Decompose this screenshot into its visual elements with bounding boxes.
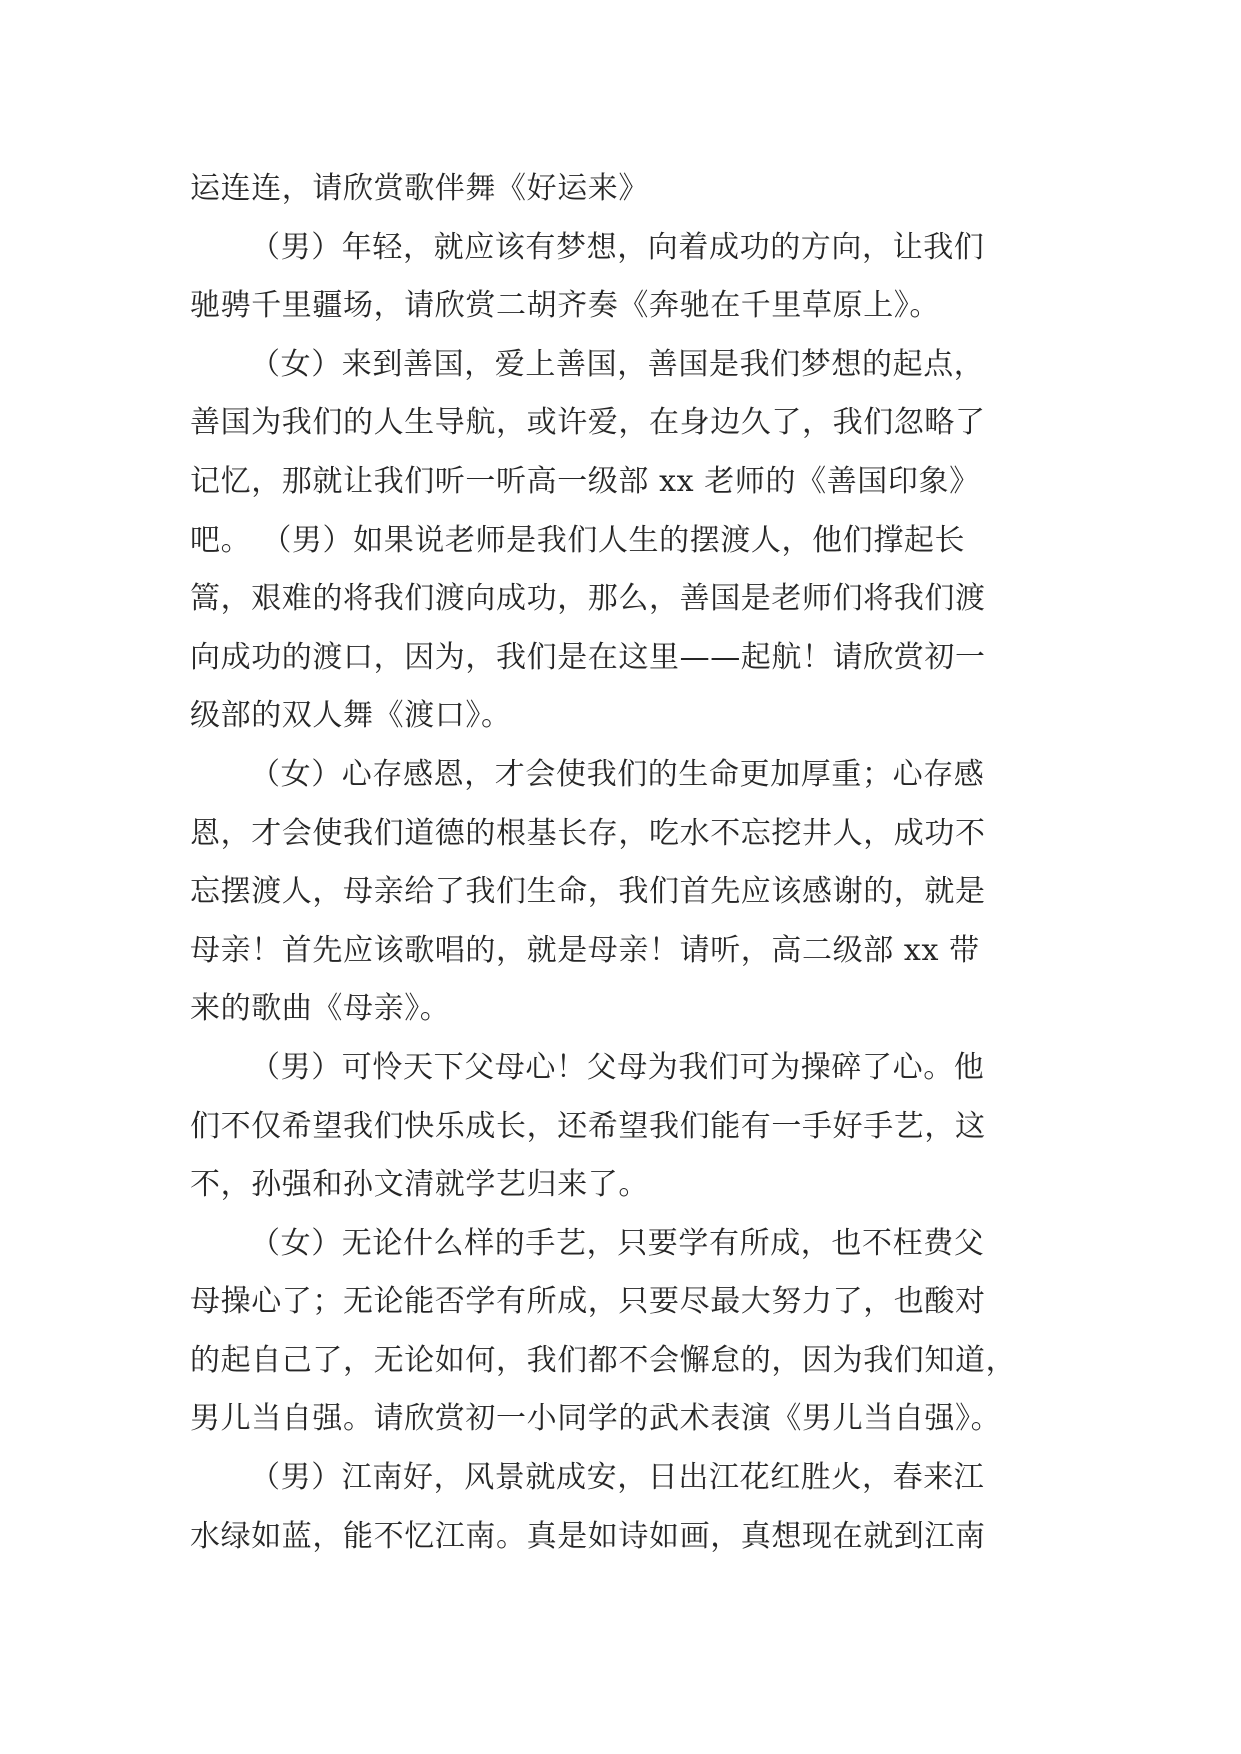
text-line: 恩，才会使我们道德的根基长存，吃水不忘挖井人，成功不 <box>190 815 986 851</box>
text-line: 们不仅希望我们快乐成长，还希望我们能有一手好手艺，这 <box>190 1108 986 1144</box>
text-line: 向成功的渡口，因为，我们是在这里——起航！请欣赏初一 <box>190 639 986 675</box>
document-body <box>190 160 1070 1566</box>
text-line: 母操心了；无论能否学有所成，只要尽最大努力了，也酸对 <box>190 1284 986 1320</box>
text-line: 篙，艰难的将我们渡向成功，那么，善国是老师们将我们渡 <box>190 581 986 617</box>
text-line: 来的歌曲《母亲》。 <box>190 991 451 1027</box>
text-line: 不，孙强和孙文清就学艺归来了。 <box>190 1167 649 1203</box>
text-line: 记忆，那就让我们听一听高一级部 xx 老师的《善国印象》 <box>190 463 980 499</box>
text-line: 吧。 （男）如果说老师是我们人生的摆渡人，他们撑起长 <box>190 522 966 558</box>
text-line: 善国为我们的人生导航，或许爱，在身边久了，我们忽略了 <box>190 405 986 441</box>
paragraph-first-line: （女）心存感恩，才会使我们的生命更加厚重；心存感 <box>250 756 985 792</box>
paragraph-first-line: （男）江南好，风景就成安，日出江花红胜火，春来江 <box>250 1460 985 1496</box>
text-line: 母亲！首先应该歌唱的，就是母亲！请听，高二级部 xx 带 <box>190 932 980 968</box>
paragraph-first-line: （男）年轻，就应该有梦想，向着成功的方向，让我们 <box>250 229 985 265</box>
text-line: 男儿当自强。请欣赏初一小同学的武术表演《男儿当自强》。 <box>190 1401 1002 1437</box>
paragraph-first-line: （男）可怜天下父母心！父母为我们可为操碎了心。他 <box>250 1049 985 1085</box>
text-line: 运连连，请欣赏歌伴舞《好运来》 <box>190 171 649 206</box>
text-line: 的起自己了，无论如何，我们都不会懈怠的，因为我们知道， <box>190 1342 1017 1378</box>
text-line: 水绿如蓝，能不忆江南。真是如诗如画，真想现在就到江南 <box>190 1518 986 1554</box>
text-line: 忘摆渡人，母亲给了我们生命，我们首先应该感谢的，就是 <box>190 874 986 910</box>
text-line: 级部的双人舞《渡口》。 <box>190 698 512 734</box>
text-line: 驰骋千里疆场，请欣赏二胡齐奏《奔驰在千里草原上》。 <box>190 288 940 324</box>
paragraph-first-line: （女）无论什么样的手艺，只要学有所成，也不枉费父 <box>250 1225 985 1261</box>
paragraph-first-line: （女）来到善国，爱上善国，善国是我们梦想的起点， <box>250 346 985 382</box>
